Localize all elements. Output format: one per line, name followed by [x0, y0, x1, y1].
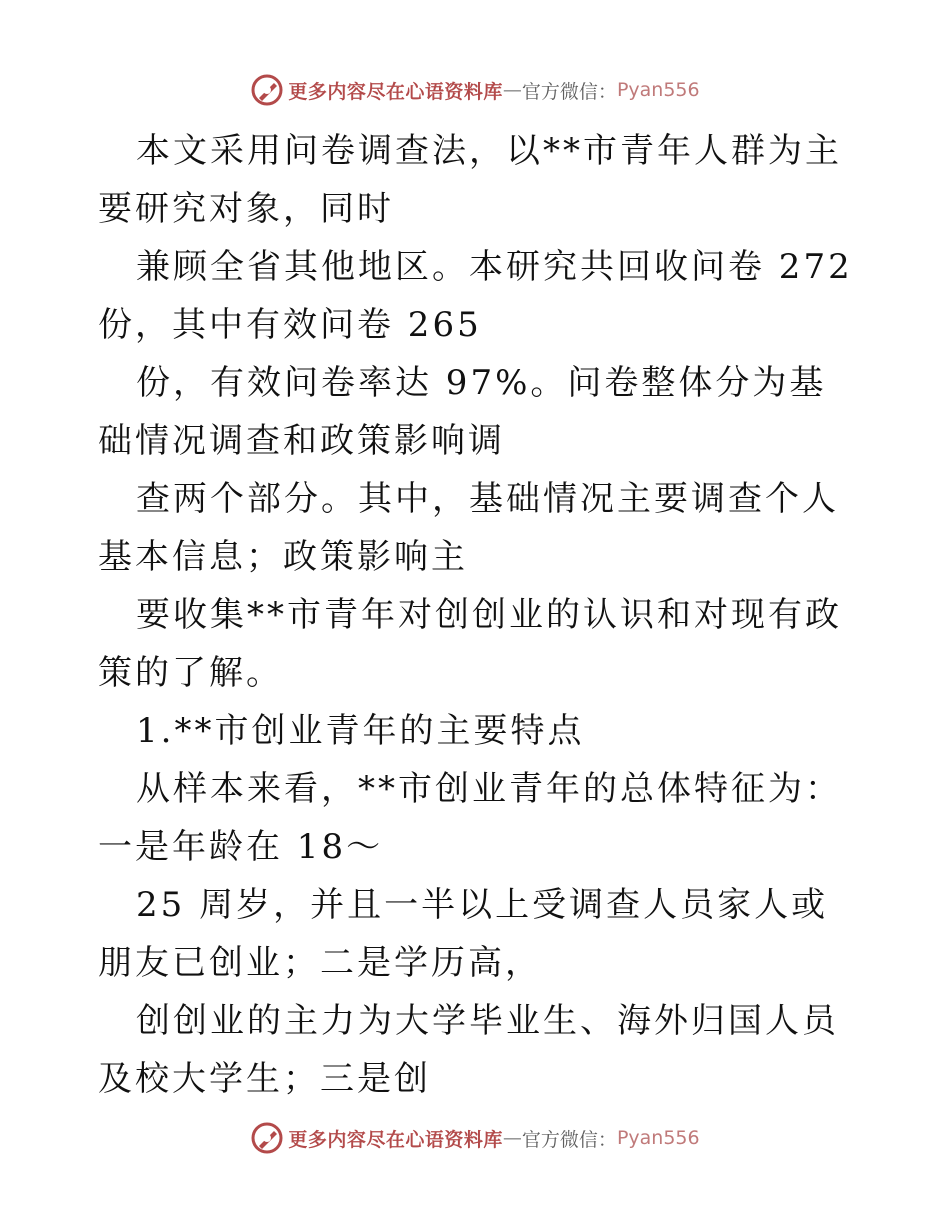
header-banner [0, 70, 950, 110]
pen-logo-icon [250, 1121, 284, 1155]
document-body [98, 122, 858, 1108]
pen-logo-icon [250, 73, 284, 107]
banner-wechat-label: 官方微信： [521, 1128, 617, 1151]
paragraph: 兼顾全省其他地区。本研究共回收问卷 272 份，其中有效问卷 265 [98, 247, 853, 345]
paragraph: 查两个部分。其中，基础情况主要调查个人基本信息；政策影响主 [98, 479, 839, 577]
paragraph: 从样本来看，**市创业青年的总体特征为：一是年龄在 18～ [98, 769, 842, 867]
paragraph: 创创业的主力为大学毕业生、海外归国人员及校大学生；三是创 [98, 1001, 839, 1099]
paragraph: 要收集**市青年对创创业的认识和对现有政策的了解。 [98, 595, 842, 693]
section-heading: 1.**市创业青年的主要特点 [136, 711, 585, 751]
banner-separator: — [502, 1127, 522, 1149]
paragraph: 25 周岁，并且一半以上受调查人员家人或朋友已创业；二是学历高， [98, 885, 829, 983]
banner-separator: — [502, 79, 522, 101]
banner-wechat-id: Pyan556 [616, 79, 700, 101]
banner-wechat-id: Pyan556 [616, 1127, 700, 1149]
banner-red-text: 更多内容尽在心语资料库 [288, 1128, 503, 1151]
paragraph: 本文采用问卷调查法，以**市青年人群为主要研究对象，同时 [98, 131, 842, 229]
banner-wechat-label: 官方微信： [521, 80, 617, 103]
banner-red-text: 更多内容尽在心语资料库 [288, 80, 503, 103]
footer-banner [0, 1118, 950, 1158]
paragraph: 份，有效问卷率达 97%。问卷整体分为基础情况调查和政策影响调 [98, 363, 827, 461]
